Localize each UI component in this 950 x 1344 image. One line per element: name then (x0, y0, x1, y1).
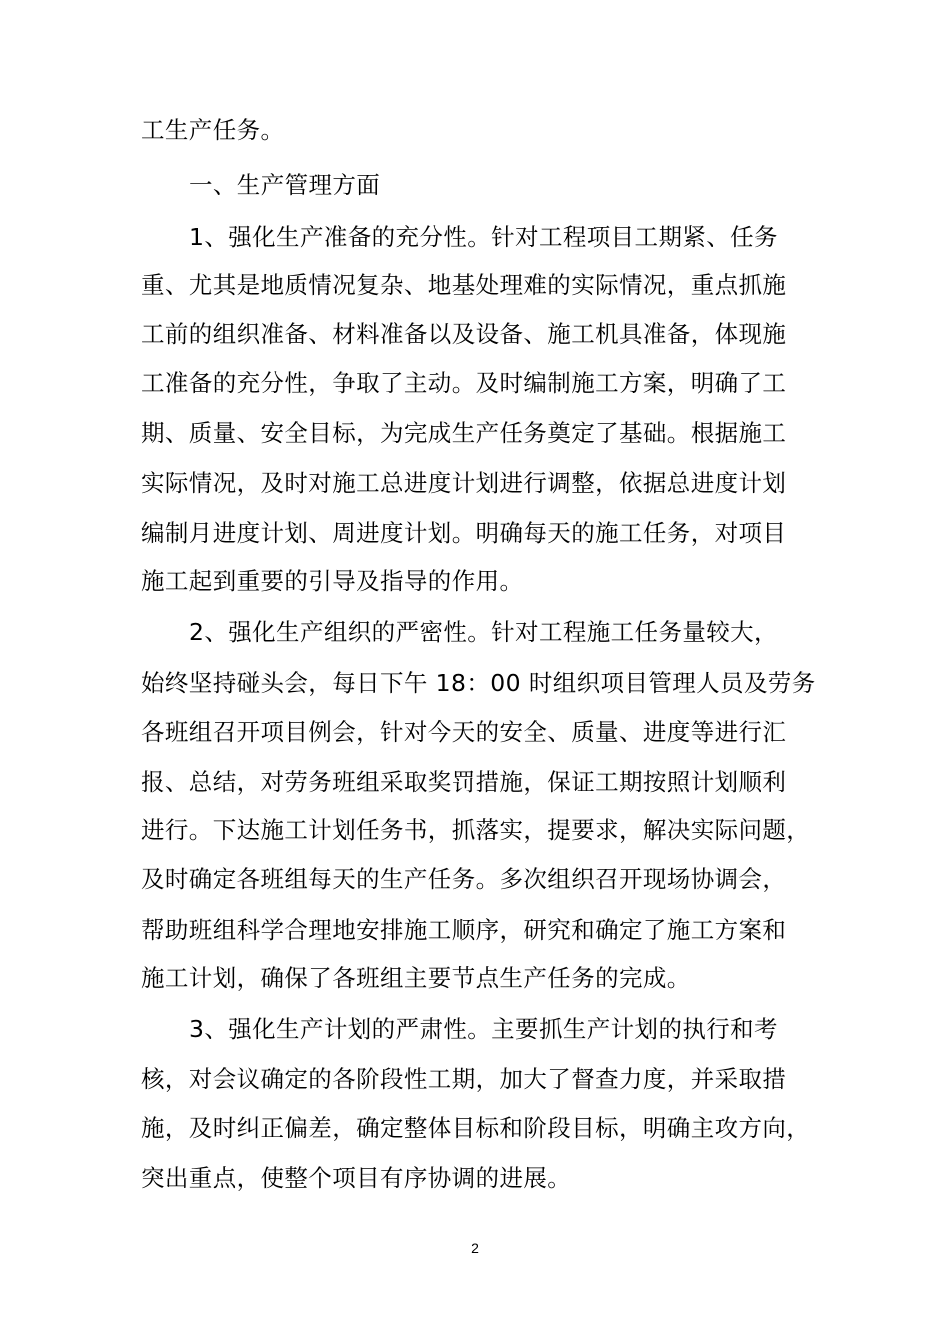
text-line: 期、质量、安全目标，为完成生产任务奠定了基础。根据施工 (141, 419, 787, 447)
text-line: 实际情况，及时对施工总进度计划进行调整，依据总进度计划 (141, 469, 787, 497)
text-line: 工生产任务。 (141, 116, 285, 144)
text-line: 3、强化生产计划的严肃性。主要抓生产计划的执行和考 (189, 1015, 778, 1043)
text-line: 工准备的充分性，争取了主动。及时编制施工方案，明确了工 (141, 369, 787, 397)
text-line: 核，对会议确定的各阶段性工期，加大了督查力度，并采取措 (141, 1065, 787, 1093)
section-heading: 一、生产管理方面 (189, 171, 381, 199)
text-line: 进行。下达施工计划任务书，抓落实，提要求，解决实际问题， (141, 816, 811, 844)
text-line: 1、强化生产准备的充分性。针对工程项目工期紧、任务 (189, 223, 778, 251)
text-line: 施工起到重要的引导及指导的作用。 (141, 567, 524, 595)
text-line: 帮助班组科学合理地安排施工顺序，研究和确定了施工方案和 (141, 916, 787, 944)
text-line: 报、总结，对劳务班组采取奖罚措施，保证工期按照计划顺利 (141, 768, 787, 796)
page-number: 2 (471, 1240, 479, 1256)
text-line: 突出重点，使整个项目有序协调的进展。 (141, 1164, 572, 1192)
text-line: 始终坚持碰头会，每日下午 18：00 时组织项目管理人员及劳务 (141, 669, 816, 697)
text-line: 工前的组织准备、材料准备以及设备、施工机具准备，体现施 (141, 320, 787, 348)
text-line: 及时确定各班组每天的生产任务。多次组织召开现场协调会， (141, 865, 787, 893)
text-line: 2、强化生产组织的严密性。针对工程施工任务量较大， (189, 618, 778, 646)
text-line: 施工计划，确保了各班组主要节点生产任务的完成。 (141, 964, 691, 992)
text-line: 施，及时纠正偏差，确定整体目标和阶段目标，明确主攻方向， (141, 1114, 811, 1142)
text-line: 各班组召开项目例会，针对今天的安全、质量、进度等进行汇 (141, 718, 787, 746)
text-line: 重、尤其是地质情况复杂、地基处理难的实际情况，重点抓施 (141, 271, 787, 299)
text-line: 编制月进度计划、周进度计划。明确每天的施工任务，对项目 (141, 519, 787, 547)
